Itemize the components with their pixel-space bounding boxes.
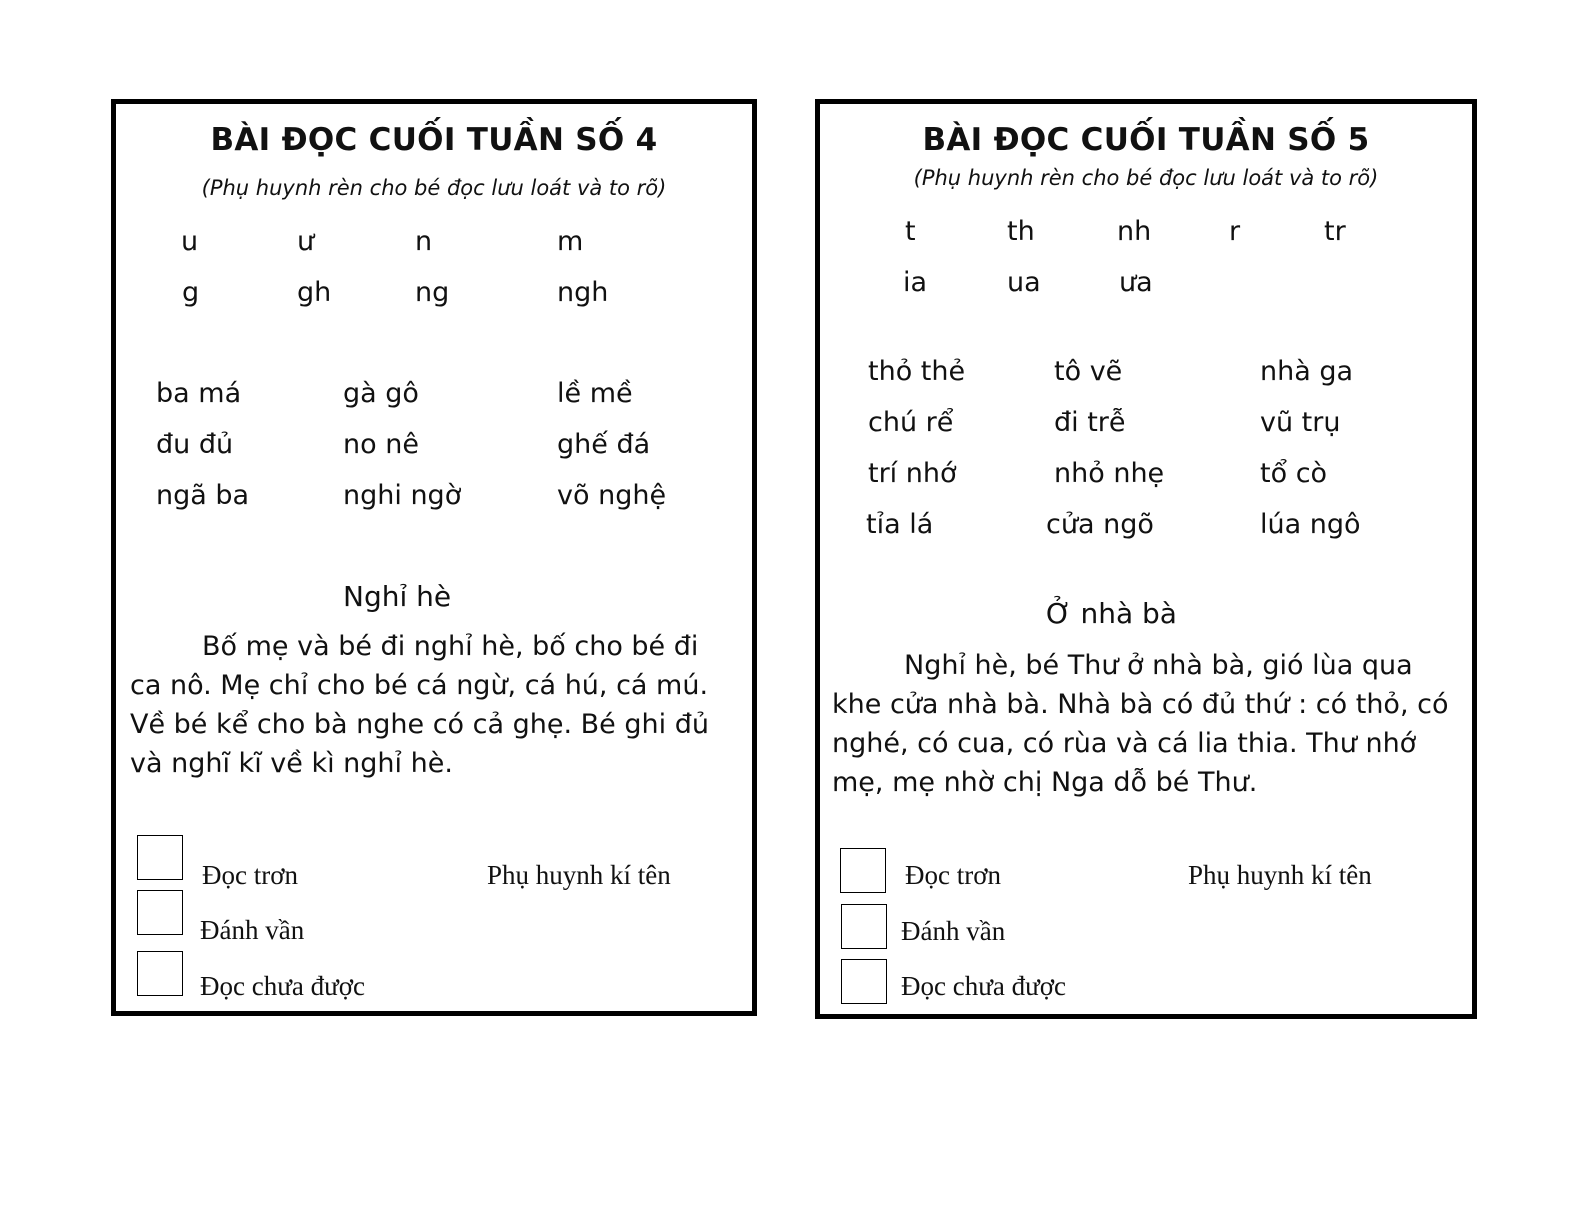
sound-item: g — [182, 277, 200, 308]
word-item: đu đủ — [156, 429, 234, 460]
word-item: đi trễ — [1054, 407, 1126, 438]
sound-item: m — [557, 226, 584, 257]
sound-item: ng — [415, 277, 450, 308]
story-title: Ở nhà bà — [1046, 597, 1177, 630]
word-item: ngã ba — [156, 480, 250, 511]
word-item: thỏ thẻ — [868, 356, 966, 387]
sound-item: r — [1229, 216, 1241, 247]
sound-item: u — [181, 226, 199, 257]
sound-item: n — [415, 226, 433, 257]
reading-card-week-5 — [815, 99, 1477, 1019]
word-item: vũ trụ — [1260, 407, 1341, 438]
word-item: ghế đá — [557, 429, 651, 460]
parent-signature-label: Phụ huynh kí tên — [487, 860, 671, 890]
sound-item: ưa — [1119, 267, 1153, 298]
sound-item: ư — [297, 226, 315, 257]
sound-item: th — [1007, 216, 1035, 247]
card-title: BÀI ĐỌC CUỐI TUẦN SỐ 5 — [922, 122, 1370, 158]
checkbox-doc-chua-duoc[interactable] — [137, 951, 183, 996]
sound-item: ngh — [557, 277, 609, 308]
word-item: tô vẽ — [1054, 356, 1123, 387]
card-title: BÀI ĐỌC CUỐI TUẦN SỐ 4 — [210, 122, 658, 158]
card-subtitle: (Phụ huynh rèn cho bé đọc lưu loát và to rõ) — [201, 176, 667, 200]
word-item: nhỏ nhẹ — [1054, 458, 1165, 489]
story-title: Nghỉ hè — [343, 580, 452, 613]
story-paragraph: Bố mẹ và bé đi nghỉ hè, bố cho bé đi ca nô. Mẹ chỉ cho bé cá ngừ, cá hú, cá mú. Về bé kể cho bà nghe có cả ghẹ. Bé ghi đủ và nghĩ kĩ về kì nghỉ hè. — [130, 631, 709, 779]
checkbox-doc-tron[interactable] — [840, 848, 886, 893]
word-item: tổ cò — [1260, 458, 1328, 489]
sound-item: gh — [297, 277, 332, 308]
checkbox-danh-van[interactable] — [841, 904, 887, 949]
check-label: Đọc trơn — [202, 860, 299, 890]
word-item: tỉa lá — [866, 509, 934, 540]
story-paragraph: Nghỉ hè, bé Thư ở nhà bà, gió lùa qua khe cửa nhà bà. Nhà bà có đủ thứ : có thỏ, có nghé, có cua, có rùa và cá lia thia. Thư nhớ mẹ, mẹ nhờ chị Nga dỗ bé Thư. — [832, 650, 1449, 798]
sound-item: ua — [1007, 267, 1041, 298]
checkbox-doc-tron[interactable] — [137, 835, 183, 880]
card-subtitle: (Phụ huynh rèn cho bé đọc lưu loát và to rõ) — [913, 166, 1379, 190]
checkbox-doc-chua-duoc[interactable] — [841, 959, 887, 1004]
word-item: gà gô — [343, 378, 419, 409]
sound-item: tr — [1324, 216, 1346, 247]
check-label: Đọc chưa được — [901, 971, 1066, 1001]
word-item: nghi ngờ — [343, 480, 462, 511]
sound-item: nh — [1117, 216, 1152, 247]
word-item: nhà ga — [1260, 356, 1354, 387]
word-item: võ nghệ — [557, 480, 667, 511]
check-label: Đánh vần — [901, 916, 1006, 946]
reading-card-week-4 — [111, 99, 757, 1016]
checkbox-danh-van[interactable] — [137, 890, 183, 935]
word-item: cửa ngõ — [1046, 509, 1154, 540]
parent-signature-label: Phụ huynh kí tên — [1188, 860, 1372, 890]
sound-item: ia — [903, 267, 928, 298]
check-label: Đánh vần — [200, 915, 305, 945]
sound-item: t — [905, 216, 916, 247]
word-item: trí nhớ — [868, 458, 957, 489]
check-label: Đọc trơn — [905, 860, 1002, 890]
word-item: ba má — [156, 378, 242, 409]
check-label: Đọc chưa được — [200, 971, 365, 1001]
word-item: chú rể — [868, 407, 954, 438]
word-item: lúa ngô — [1260, 509, 1361, 540]
word-item: lề mề — [557, 378, 633, 409]
word-item: no nê — [343, 429, 419, 460]
